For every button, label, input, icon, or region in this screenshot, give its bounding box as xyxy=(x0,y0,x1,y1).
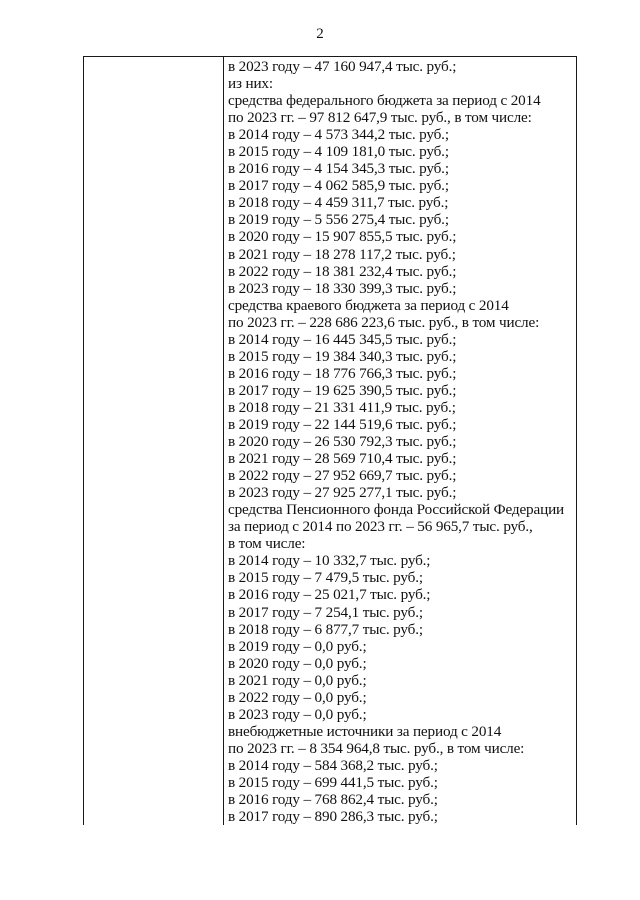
funding-line: средства федерального бюджета за период с 2014 xyxy=(228,92,541,110)
funding-line: в 2014 году – 10 332,7 тыс. руб.; xyxy=(228,552,431,570)
funding-line: в 2015 году – 19 384 340,3 тыс. руб.; xyxy=(228,347,457,365)
funding-line: внебюджетные источники за период с 2014 xyxy=(228,722,502,740)
funding-line: в 2016 году – 768 862,4 тыс. руб.; xyxy=(228,791,438,809)
funding-line: в 2014 году – 584 368,2 тыс. руб.; xyxy=(228,756,438,774)
funding-line: из них: xyxy=(228,75,273,93)
funding-line: в 2021 году – 0,0 руб.; xyxy=(228,671,367,689)
funding-line: в 2017 году – 4 062 585,9 тыс. руб.; xyxy=(228,177,449,195)
funding-line: в 2023 году – 47 160 947,4 тыс. руб.; xyxy=(228,58,457,75)
funding-line: в 2015 году – 4 109 181,0 тыс. руб.; xyxy=(228,143,449,161)
funding-table xyxy=(83,56,577,825)
funding-line: в 2023 году – 27 925 277,1 тыс. руб.; xyxy=(228,484,457,502)
funding-line: в 2019 году – 5 556 275,4 тыс. руб.; xyxy=(228,211,449,229)
funding-line: средства Пенсионного фонда Российской Федерации xyxy=(228,501,565,519)
funding-line: в 2018 году – 21 331 411,9 тыс. руб.; xyxy=(228,398,456,416)
funding-line: в 2020 году – 26 530 792,3 тыс. руб.; xyxy=(228,433,457,451)
funding-line: в 2020 году – 15 907 855,5 тыс. руб.; xyxy=(228,228,457,246)
funding-line: в 2023 году – 18 330 399,3 тыс. руб.; xyxy=(228,279,457,297)
funding-line: в 2017 году – 7 254,1 тыс. руб.; xyxy=(228,603,423,621)
funding-line: в 2015 году – 699 441,5 тыс. руб.; xyxy=(228,773,438,791)
funding-line: по 2023 гг. – 8 354 964,8 тыс. руб., в том числе: xyxy=(228,739,525,757)
funding-line: в 2019 году – 22 144 519,6 тыс. руб.; xyxy=(228,415,457,433)
funding-lines-list xyxy=(228,58,574,825)
funding-line: в том числе: xyxy=(228,535,306,553)
funding-line: в 2022 году – 0,0 руб.; xyxy=(228,688,367,706)
funding-line: в 2020 году – 0,0 руб.; xyxy=(228,654,367,672)
funding-line: в 2014 году – 16 445 345,5 тыс. руб.; xyxy=(228,330,457,348)
funding-line: в 2018 году – 4 459 311,7 тыс. руб.; xyxy=(228,194,449,212)
funding-line: в 2021 году – 18 278 117,2 тыс. руб.; xyxy=(228,245,456,263)
funding-line: в 2019 году – 0,0 руб.; xyxy=(228,637,367,655)
page-number: 2 xyxy=(316,26,324,42)
funding-line: в 2016 году – 18 776 766,3 тыс. руб.; xyxy=(228,364,457,382)
funding-line: в 2022 году – 27 952 669,7 тыс. руб.; xyxy=(228,467,457,485)
funding-line: в 2016 году – 4 154 345,3 тыс. руб.; xyxy=(228,160,449,178)
funding-line: в 2016 году – 25 021,7 тыс. руб.; xyxy=(228,586,431,604)
funding-line: средства краевого бюджета за период с 2014 xyxy=(228,296,509,314)
funding-line: по 2023 гг. – 97 812 647,9 тыс. руб., в том числе: xyxy=(228,109,532,127)
funding-line: в 2021 году – 28 569 710,4 тыс. руб.; xyxy=(228,450,457,468)
funding-line: в 2017 году – 19 625 390,5 тыс. руб.; xyxy=(228,381,457,399)
funding-line: в 2022 году – 18 381 232,4 тыс. руб.; xyxy=(228,262,457,280)
funding-line: в 2015 году – 7 479,5 тыс. руб.; xyxy=(228,569,423,587)
funding-line: по 2023 гг. – 228 686 223,6 тыс. руб., в том числе: xyxy=(228,313,540,331)
funding-line: в 2014 году – 4 573 344,2 тыс. руб.; xyxy=(228,126,449,144)
table-left-cell xyxy=(84,57,224,825)
funding-line: в 2017 году – 890 286,3 тыс. руб.; xyxy=(228,808,438,826)
funding-line: за период с 2014 по 2023 гг. – 56 965,7 тыс. руб., xyxy=(228,518,533,536)
funding-line: в 2018 году – 6 877,7 тыс. руб.; xyxy=(228,620,423,638)
table-right-cell xyxy=(224,57,576,825)
funding-line: в 2023 году – 0,0 руб.; xyxy=(228,705,367,723)
